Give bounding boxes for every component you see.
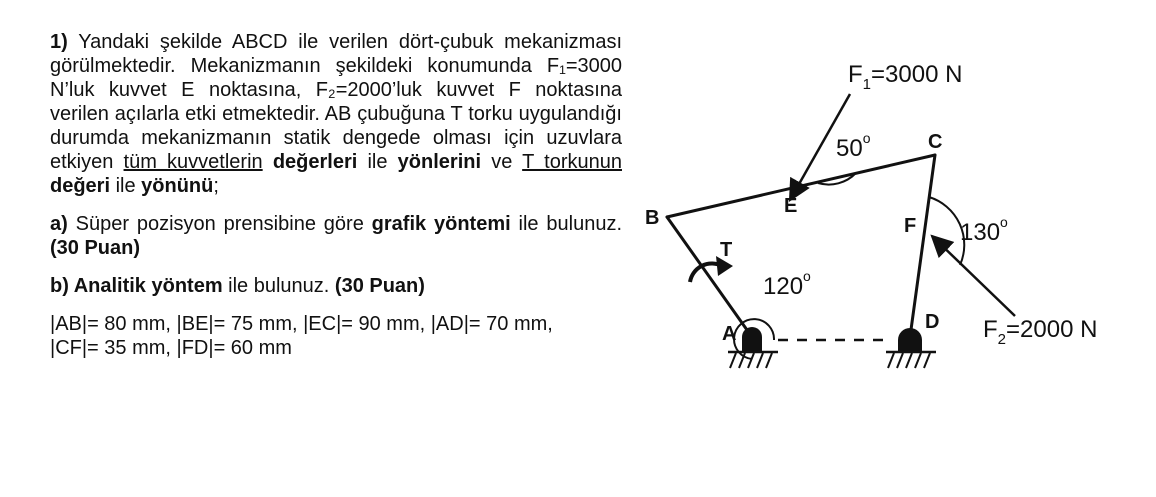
label-angle-50: 50$^o$ [836, 130, 871, 162]
problem-number: 1) [50, 31, 68, 53]
label-point-f: F [904, 215, 917, 237]
label-angle-120: 120$^o$ [763, 268, 811, 300]
problem-text [50, 30, 622, 360]
dimensions-line-2: |CF|= 35 mm, |FD|= 60 mm [50, 337, 292, 359]
value-bold: değeri [50, 175, 111, 197]
label-angle-130: 130$^o$ [960, 214, 1008, 246]
part-a [50, 212, 622, 260]
text-fragment: ile [357, 151, 398, 173]
graphic-method-bold: grafik yöntemi [371, 213, 511, 235]
directions-bold: yönlerini [397, 151, 482, 173]
force-f2-arrow [932, 236, 1015, 316]
text-fragment: ile [110, 175, 142, 197]
label-point-a: A [722, 323, 737, 345]
angle-arc-130 [929, 197, 964, 265]
part-a-points: (30 Puan) [50, 237, 141, 259]
link-cd [910, 155, 935, 337]
dimensions-line-1: |AB|= 80 mm, |BE|= 75 mm, |EC|= 90 mm, |AD|= 70 mm, [50, 313, 553, 335]
label-torque: T [720, 239, 733, 261]
pivot-d [886, 328, 936, 368]
label-f2: $F_2=2000$ N [983, 316, 1098, 348]
problem-statement [50, 30, 622, 198]
part-a-label: a) [50, 213, 68, 235]
part-b [50, 274, 622, 298]
part-b-points: (30 Puan) [334, 275, 425, 297]
direction-bold: yönünü [141, 175, 214, 197]
problem-intro: Yandaki şekilde ABCD ile verilen dört-çubuk mekanizması görülmektedir. Mekanizmanın şekildeki konumunda F₁=3000 N’luk kuvvet E noktasına, F₂=2000’luk kuvvet F noktasına verilen açılarla etki etmektedir. AB çubuğuna T torku uygulandığı durumda mekanizmanın statik dengede olması için uzuvlara etkiyen [50, 31, 622, 173]
link-ab [667, 217, 752, 337]
text-fragment: ile bulunuz. [510, 213, 622, 235]
label-point-d: D [925, 311, 940, 333]
label-f1: $F_1=3000$ N [848, 61, 963, 93]
label-point-c: C [928, 131, 943, 153]
text-fragment: ; [213, 175, 219, 197]
values-bold: değerleri [272, 151, 358, 173]
label-point-e: E [784, 195, 798, 217]
text-fragment: ve [481, 151, 523, 173]
all-forces-underlined: tüm kuvvetlerin [123, 151, 263, 173]
part-b-label: b) Analitik yöntem [50, 275, 223, 297]
link-bc [667, 155, 935, 217]
text-fragment: Süper pozisyon prensibine göre [67, 213, 372, 235]
four-bar-mechanism-diagram [636, 20, 1146, 380]
text-fragment: ile bulunuz. [222, 275, 335, 297]
label-point-b: B [645, 207, 660, 229]
torque-underlined: T torkunun [522, 151, 622, 173]
